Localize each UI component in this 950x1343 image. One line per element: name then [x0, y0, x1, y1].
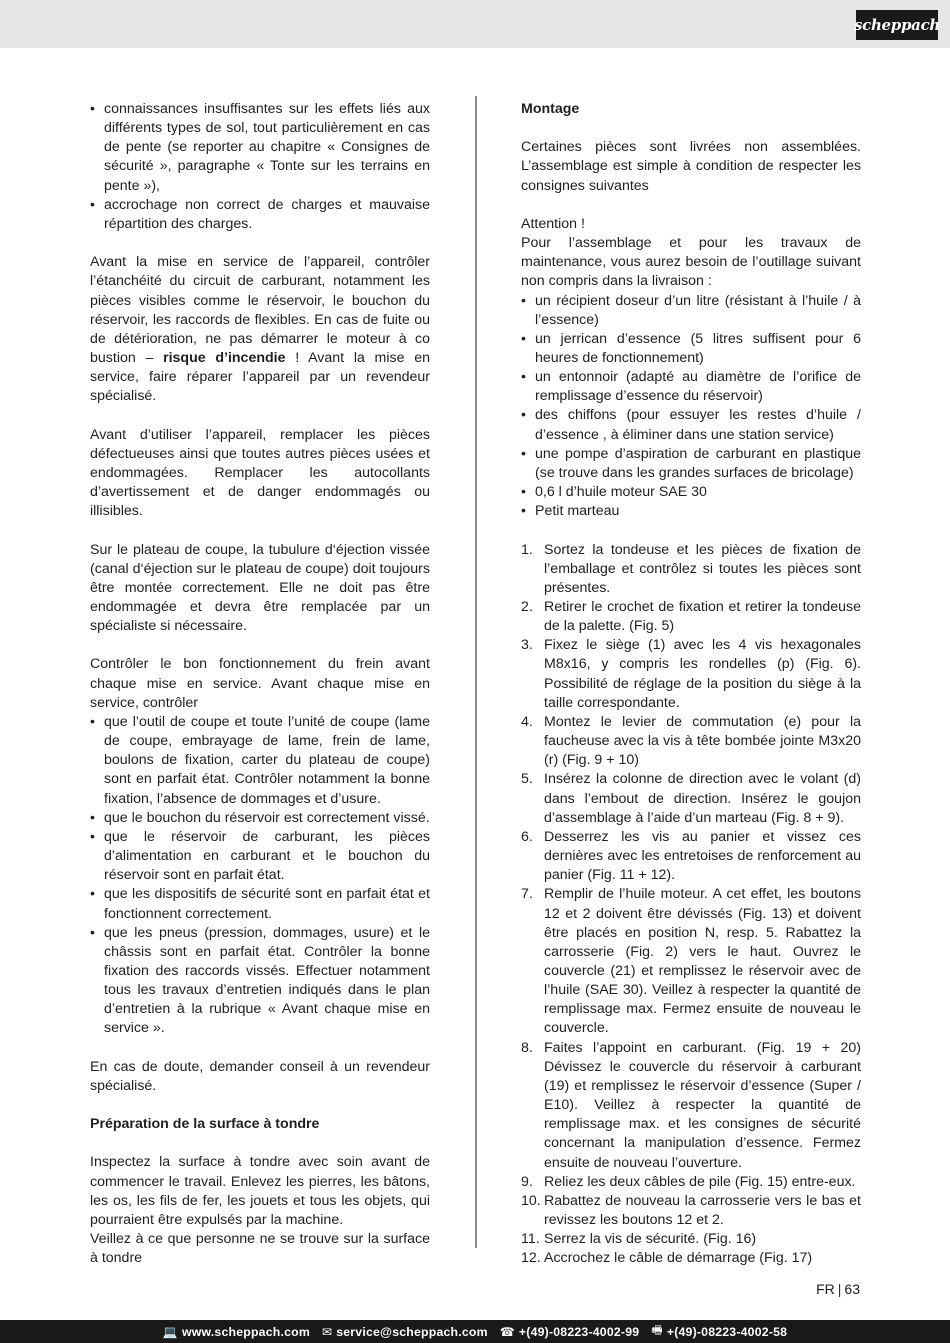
paragraph-brake-check: Contrôler le bon fonctionnement du frein avant chaque mise en service. Avant chaque mise en service, contrôler	[90, 656, 430, 711]
list-item: • 0,6 l d’huile moteur SAE 30	[521, 483, 861, 502]
step-item: 11. Serrez la vis de sécurité. (Fig. 16)	[521, 1231, 757, 1248]
footer-fax: 🖷 +(49)-08223-4002-58	[651, 1321, 787, 1342]
list-item: • accrochage non correct de charges et mauvaise répartition des charges.	[90, 196, 430, 234]
page-number-value: 63	[844, 1281, 860, 1297]
footer-bar	[0, 1320, 950, 1343]
step-item: 5. Insérez la colonne de direction avec le volant (d) dans l’embout de direction. Insérez le goujon d’assemblage à l’aide d’un marteau (Fig. 8 + 9).	[521, 771, 861, 826]
assembly-steps	[521, 541, 861, 1269]
left-column	[90, 100, 430, 1268]
paragraph-fuel-check: Avant la mise en service de l’appareil, contrôler l’étanchéité du circuit de carburant, notamment les pièces visibles comme le réservoir, le bouchon du réservoir, les raccords de flexibles. En cas de fuite ou de détérioration, ne pas démarrer le moteur à co bustion – risque d’incendie ! Avant la mise en service, faire réparer l’appareil par un revendeur spécialisé.	[90, 254, 431, 405]
paragraph-tools-needed: Pour l’assemblage et pour les travaux de maintenance, vous aurez besoin de l’outillage suivant non compris dans la livraison :	[521, 235, 861, 290]
step-item: 8. Faites l’appoint en carburant. (Fig. 19 + 20) Dévissez le couvercle du réservoir à carburant (19) et remplissez le réservoir d’essence (Super / E10). Veillez à respecter la quantité de remplissage max. et les consignes de sécurité concernant la manipulation d’essence. Fermez ensuite de nouveau l’ouverture.	[521, 1039, 861, 1171]
column-divider	[475, 96, 477, 1248]
phone-icon: ☎	[499, 1324, 515, 1339]
list-item: • connaissances insuffisantes sur les effets liés aux différents types de sol, tout particulièrement en cas de pente (se reporter au chapitre « Consignes de sécurité », paragraphe « Tonte sur les terrains en pente »),	[90, 100, 430, 196]
list-item: • que le bouchon du réservoir est correctement vissé.	[90, 809, 430, 828]
step-item: 7. Remplir de l’huile moteur. A cet effet, les boutons 12 et 2 doivent être dévissés (Fig. 13) et doivent être placés en position N, resp. 5. Rabattez la carrosserie (Fig. 2) vers le haut. Ouvrez le couvercle (21) et remplissez le réservoir avec de l’huile (SAE 30). Veillez à respecter la quantité de remplissage max. Fermez ensuite de nouveau le couvercle.	[521, 886, 861, 1037]
computer-icon: 💻	[162, 1324, 178, 1339]
step-item: 3. Fixez le siège (1) avec les 4 vis hexagonales M8x16, y compris les rondelles (p) (Fig. 6). Possibilité de réglage de la position du siège à la taille correspondante.	[521, 637, 861, 711]
list-item: • que les dispositifs de sécurité sont en parfait état et fonctionnent correctement.	[90, 885, 430, 923]
step-item: 9. Reliez les deux câbles de pile (Fig. 15) entre-eux.	[521, 1173, 856, 1190]
list-item: • une pompe d’aspiration de carburant en plastique (se trouve dans les grandes surfaces de bricolage)	[521, 445, 861, 483]
list-item: • Petit marteau	[521, 502, 861, 521]
list-item: • que les pneus (pression, dommages, usure) et le châssis sont en parfait état. Contrôler la bonne fixation des raccords vissés. Effectuer notamment tous les travaux d’entretien indiqués dans le plan d’entretien à la rubrique « Avant chaque mise en service ».	[90, 924, 430, 1039]
step-item: 4. Montez le levier de commutation (e) pour la faucheuse avec la vis à tête bombée jointe M3x20 (r) (Fig. 9 + 10)	[521, 713, 861, 769]
paragraph-replace-parts: Avant d’utiliser l’appareil, remplacer les pièces défectueuses ainsi que toutes autres pièces usées et endommagées. Remplacer les autocollants d’avertissement et de danger endommagés ou illisibles.	[90, 426, 430, 520]
page-number: FR | 63	[816, 1281, 860, 1297]
paragraph-assembly-intro: Certaines pièces sont livrées non assemblées. L’assemblage est simple à condition de respecter les consignes suivantes	[521, 139, 861, 194]
step-item: 6. Desserrez les vis au panier et vissez ces dernières avec les entretoises de renforcement au panier (Fig. 11 + 12).	[521, 828, 861, 884]
list-item: • des chiffons (pour essuyer les restes d’huile / d’essence , à éliminer dans une station service)	[521, 406, 861, 444]
section-heading-montage: Montage	[521, 101, 580, 117]
tools-list	[521, 292, 861, 522]
step-item: 12. Accrochez le câble de démarrage (Fig. 17)	[521, 1250, 813, 1267]
list-item: • un entonnoir (adapté au diamètre de l’orifice de remplissage d’essence du réservoir)	[521, 368, 861, 406]
list-item: • un jerrican d’essence (5 litres suffisent pour 6 heures de fonctionnement)	[521, 330, 861, 368]
mail-icon: ✉	[321, 1324, 333, 1339]
list-item: • que le réservoir de carburant, les pièces d’alimentation en carburant et le bouchon du réservoir sont en parfait état.	[90, 828, 430, 885]
header-bar	[0, 0, 950, 48]
footer-phone[interactable]: ☎ +(49)-08223-4002-99	[499, 1324, 640, 1339]
footer-email[interactable]: ✉ service@scheppach.com	[321, 1324, 488, 1339]
check-list	[90, 713, 430, 1039]
paragraph-ejection-chute: Sur le plateau de coupe, la tubulure d‘éjection vissée (canal d‘éjection sur le plateau de coupe) doit toujours être montée correctement. Elle ne doit pas être endommagée et devra être remplacée par un spécialiste si nécessaire.	[90, 541, 430, 635]
attention-label: Attention !	[521, 215, 585, 232]
paragraph-doubt: En cas de doute, demander conseil à un revendeur spécialisé.	[90, 1058, 430, 1094]
fax-icon: 🖷	[651, 1323, 663, 1337]
list-item: • un récipient doseur d’un litre (résistant à l’huile / à l’essence)	[521, 292, 861, 330]
list-item: • que l’outil de coupe et toute l’unité de coupe (lame de coupe, embrayage de lame, frein de lame, boulons de fixation, carter du plateau de coupe) sont en parfait état. Contrôler notamment la bonne fixation, l’absence de dommages et d’usure.	[90, 713, 430, 809]
paragraph-nobody: Veillez à ce que personne ne se trouve sur la surface à tondre	[90, 1231, 430, 1267]
risk-list	[90, 100, 430, 234]
paragraph-inspect: Inspectez la surface à tondre avec soin avant de commencer le travail. Enlevez les pierres, les bâtons, les os, les fils de fer, les jouets et tous les objets, qui pourraient être expulsés par la machine.	[90, 1154, 430, 1228]
step-item: 2. Retirer le crochet de fixation et retirer la tondeuse de la palette. (Fig. 5)	[521, 599, 861, 635]
footer-website[interactable]: 💻 www.scheppach.com	[162, 1324, 310, 1339]
scheppach-logo: scheppach	[856, 10, 938, 40]
fire-risk-warning: risque d’incendie	[163, 350, 286, 367]
step-item: 1. Sortez la tondeuse et les pièces de fixation de l’emballage et contrôlez si toutes les pièces sont présentes.	[521, 541, 861, 596]
right-column	[521, 100, 861, 1268]
step-item: 10. Rabattez de nouveau la carrosserie vers le bas et revissez les boutons 12 et 2.	[521, 1192, 861, 1229]
section-heading-preparation: Préparation de la surface à tondre	[90, 1116, 320, 1133]
language-code: FR	[816, 1281, 835, 1297]
